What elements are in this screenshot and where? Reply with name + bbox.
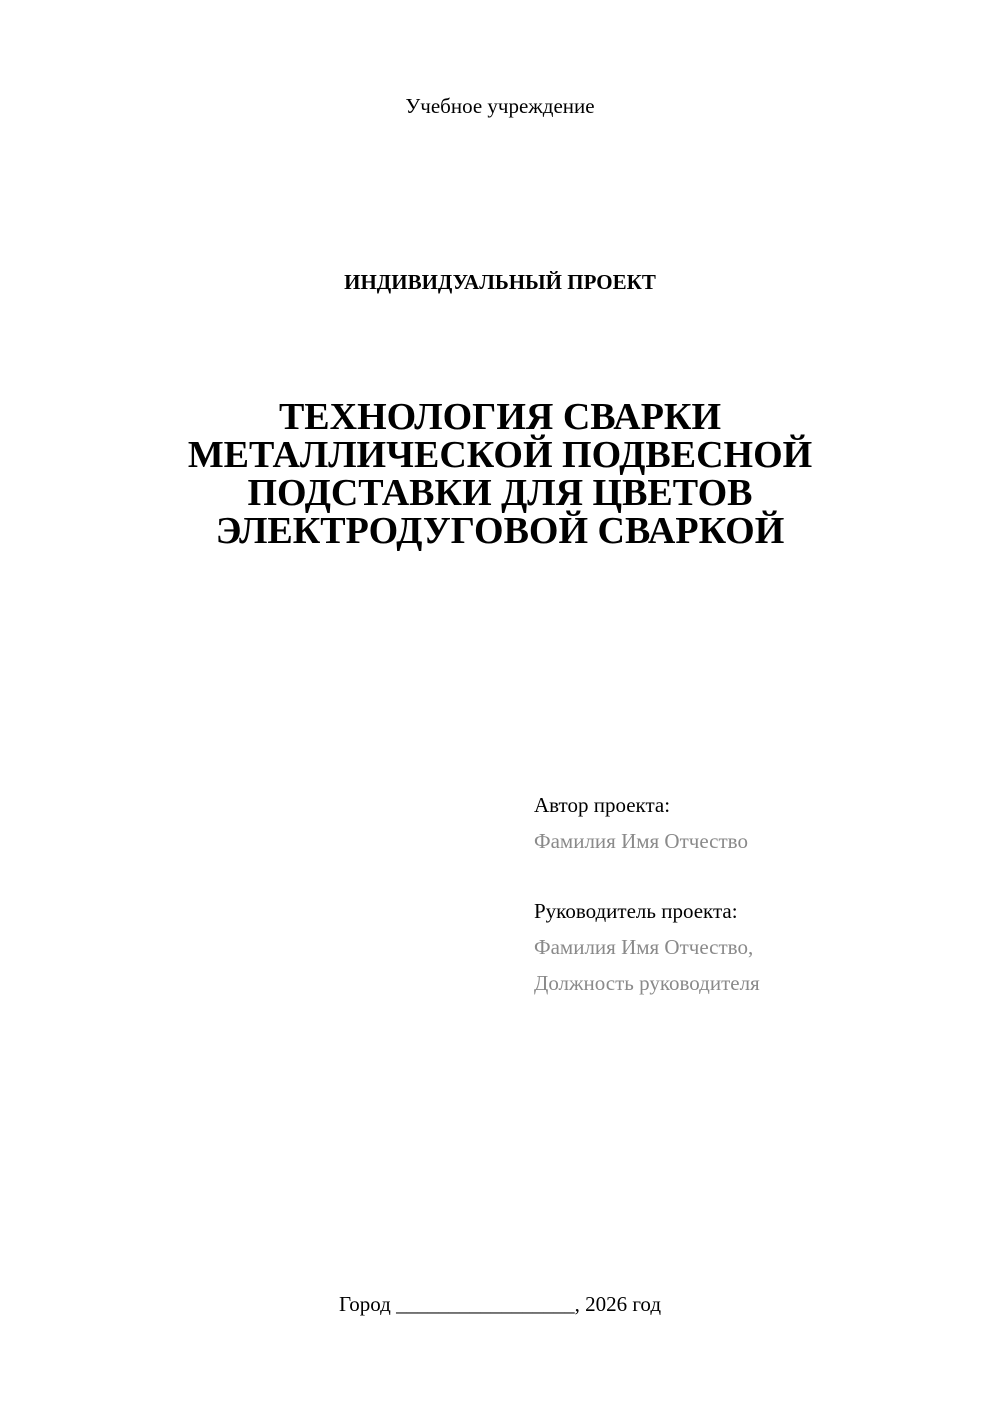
title-line: ТЕХНОЛОГИЯ СВАРКИ bbox=[278, 396, 722, 438]
year-text: , 2026 год bbox=[574, 1292, 662, 1316]
title-line: МЕТАЛЛИЧЕСКОЙ ПОДВЕСНОЙ bbox=[187, 434, 813, 476]
spacer bbox=[534, 859, 760, 893]
supervisor-position-placeholder: Должность руководителя bbox=[534, 971, 760, 995]
city-blank: _________________ bbox=[396, 1292, 575, 1316]
project-title bbox=[0, 398, 1000, 550]
author-label: Автор проекта: bbox=[534, 793, 671, 817]
title-line: ЭЛЕКТРОДУГОВОЙ СВАРКОЙ bbox=[215, 510, 785, 552]
city-year-line bbox=[0, 1290, 1000, 1318]
city-label: Город bbox=[338, 1292, 391, 1316]
author-name-placeholder: Фамилия Имя Отчество bbox=[534, 829, 748, 853]
document-type: ИНДИВИДУАЛЬНЫЙ ПРОЕКТ bbox=[344, 270, 656, 294]
institution-name: Учебное учреждение bbox=[405, 94, 595, 118]
title-line: ПОДСТАВКИ ДЛЯ ЦВЕТОВ bbox=[247, 472, 753, 514]
supervisor-label: Руководитель проекта: bbox=[534, 899, 738, 923]
project-people bbox=[534, 787, 760, 1001]
supervisor-name-placeholder: Фамилия Имя Отчество, bbox=[534, 935, 754, 959]
